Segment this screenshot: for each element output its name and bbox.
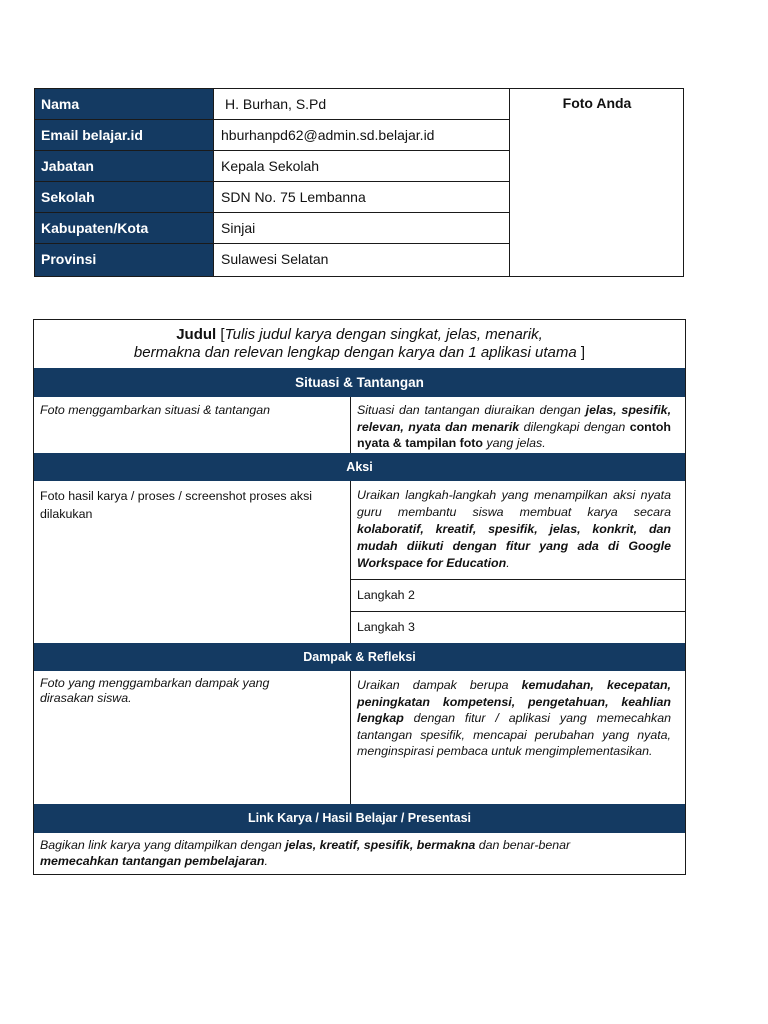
photo-placeholder-label: Foto Anda	[562, 95, 632, 111]
dampak-text-bold: kemudahan, kecepatan, peningkatan kompetensi, pengetahuan, keahlian lengkap	[357, 678, 672, 725]
profile-value-nama: H. Burhan, S.Pd	[213, 89, 510, 120]
title-bracket-open: [	[216, 326, 225, 343]
situasi-text-bold: contoh nyata & tampilan foto	[357, 419, 671, 450]
link-text-bold: jelas, kreatif, spesifik, bermakna	[285, 838, 476, 852]
section-link-heading: Link Karya / Hasil Belajar / Presentasi	[34, 804, 685, 833]
aksi-text-bold: kolaboratif, kreatif, spesifik, jelas, konkrit, dan mudah diikuti dengan fitur yang ada di Google Workspace for Education	[357, 522, 671, 570]
situasi-text-bold: jelas, spesifik, relevan, nyata dan menarik	[357, 403, 672, 434]
link-text-bold: memecahkan tantangan pembelajaran	[40, 854, 265, 868]
profile-value-email: hburhanpd62@admin.sd.belajar.id	[213, 120, 510, 151]
link-text: dan benar-benar	[475, 838, 571, 852]
profile-value-provinsi: Sulawesi Selatan	[213, 244, 510, 276]
aksi-step-3: Langkah 3	[357, 620, 415, 634]
profile-label: Email belajar.id	[35, 120, 213, 151]
section-situasi-heading: Situasi & Tantangan	[34, 368, 685, 397]
title-hint-line-2: bermakna dan relevan lengkap dengan karya dan 1 aplikasi utama	[133, 344, 577, 361]
aksi-photo-placeholder: Foto hasil karya / proses / screenshot proses aksi dilakukan	[40, 489, 313, 521]
title-instruction	[34, 320, 685, 368]
profile-label: Nama	[35, 89, 213, 120]
aksi-description	[357, 487, 671, 572]
situasi-text: yang jelas.	[482, 436, 546, 450]
aksi-text: .	[506, 556, 510, 570]
profile-label: Kabupaten/Kota	[35, 213, 213, 244]
profile-label: Sekolah	[35, 182, 213, 213]
dampak-description	[357, 677, 671, 760]
link-instruction	[40, 837, 660, 869]
situasi-photo-placeholder: Foto menggambarkan situasi & tantangan	[40, 403, 271, 417]
section-dampak-heading: Dampak & Refleksi	[34, 643, 685, 671]
aksi-step-2: Langkah 2	[357, 588, 415, 602]
profile-label: Jabatan	[35, 151, 213, 182]
title-bracket-close: ]	[576, 344, 586, 361]
submission-form	[33, 319, 686, 875]
dampak-photo-placeholder: Foto yang menggambarkan dampak yang dirasakan siswa.	[40, 676, 270, 705]
title-hint-line-1: Tulis judul karya dengan singkat, jelas, menarik,	[224, 326, 543, 343]
profile-value-sekolah: SDN No. 75 Lembanna	[213, 182, 510, 213]
situasi-description	[357, 402, 671, 452]
step-divider	[350, 579, 685, 580]
aksi-text: Uraikan langkah-langkah yang menampilkan aksi nyata guru membantu siswa membuat karya secara	[357, 488, 671, 519]
dampak-text: dengan fitur / aplikasi yang memecahkan tantangan spesifik, mencapai perubahan yang nyata, menginspirasi pembaca untuk mengimplementasikan.	[357, 711, 671, 758]
profile-value-kabupaten: Sinjai	[213, 213, 510, 244]
column-divider	[350, 397, 351, 453]
column-divider	[350, 671, 351, 804]
profile-label: Provinsi	[35, 244, 213, 276]
link-text: Bagikan link karya yang ditampilkan dengan	[40, 838, 286, 852]
section-aksi-heading: Aksi	[34, 453, 685, 481]
dampak-text: Uraikan dampak berupa	[357, 678, 522, 692]
situasi-text: Situasi dan tantangan diuraikan dengan	[357, 403, 586, 417]
situasi-text: dilengkapi dengan	[519, 419, 630, 434]
profile-value-jabatan: Kepala Sekolah	[213, 151, 510, 182]
column-divider	[350, 481, 351, 643]
title-label: Judul	[176, 326, 217, 343]
link-text: .	[264, 854, 268, 868]
step-divider	[350, 611, 685, 612]
profile-table	[34, 88, 684, 277]
